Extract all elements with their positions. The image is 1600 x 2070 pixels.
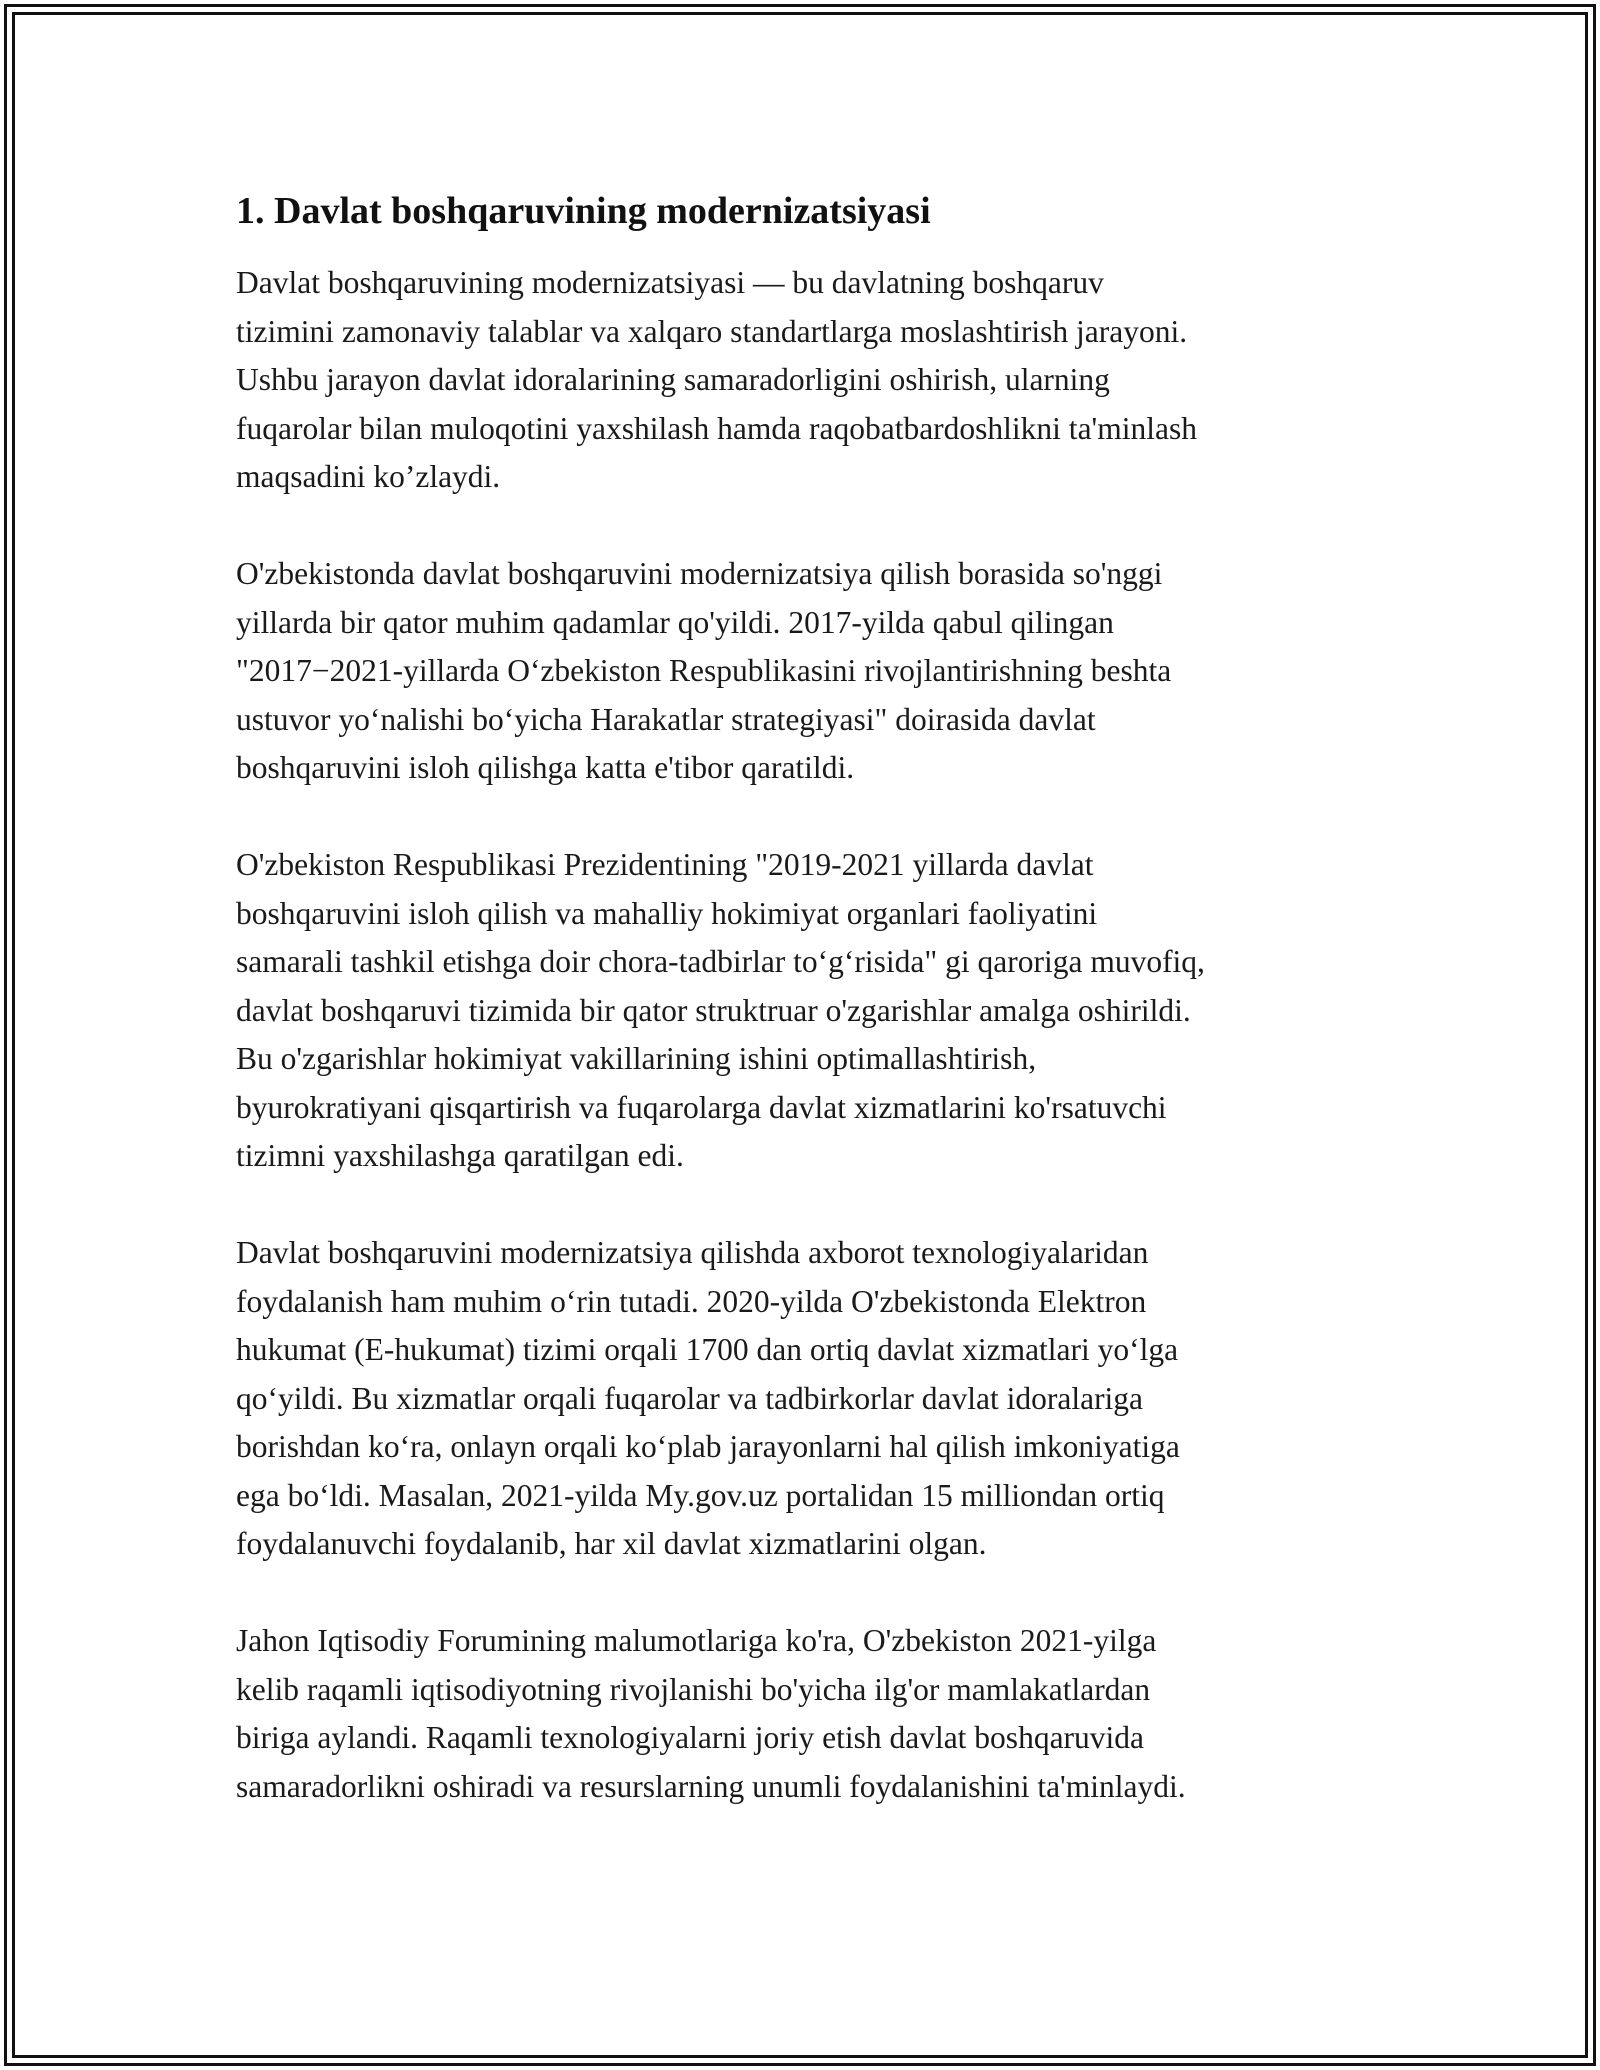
paragraph-line: foydalanish ham muhim o‘rin tutadi. 2020-yilda O'zbekistonda Elektron	[236, 1283, 1147, 1319]
paragraph-line: byurokratiyani qisqartirish va fuqarolarga davlat xizmatlarini ko'rsatuvchi	[236, 1089, 1167, 1125]
paragraph-line: Bu o'zgarishlar hokimiyat vakillarining ishini optimallashtirish,	[236, 1041, 1037, 1076]
paragraph-4	[236, 1229, 1416, 1569]
paragraph-line: davlat boshqaruvi tizimida bir qator struktruar o'zgarishlar amalga oshirildi.	[236, 992, 1191, 1028]
paragraph-line: boshqaruvini isloh qilish va mahalliy hokimiyat organlari faoliyatini	[236, 895, 1098, 931]
section-heading: 1. Davlat boshqaruvining modernizatsiyasi	[236, 190, 931, 232]
paragraph-line: foydalanuvchi foydalanib, har xil davlat xizmatlarini olgan.	[236, 1526, 987, 1561]
paragraph-line: samarali tashkil etishga doir chora-tadbirlar to‘g‘risida" gi qaroriga muvofiq,	[236, 944, 1205, 979]
paragraph-line: qo‘yildi. Bu xizmatlar orqali fuqarolar va tadbirkorlar davlat idoralariga	[236, 1380, 1144, 1416]
paragraph-line: borishdan ko‘ra, onlayn orqali ko‘plab jarayonlarni hal qilish imkoniyatiga	[236, 1429, 1180, 1464]
paragraph-line: hukumat (E-hukumat) tizimi orqali 1700 dan ortiq davlat xizmatlari yo‘lga	[236, 1332, 1179, 1367]
paragraph-line: ustuvor yo‘nalishi bo‘yicha Harakatlar strategiyasi" doirasida davlat	[236, 701, 1096, 737]
paragraph-line: tizimini zamonaviy talablar va xalqaro standartlarga moslashtirish jarayoni.	[236, 313, 1188, 349]
document-body	[236, 185, 1416, 1860]
paragraph-line: "2017−2021-yillarda O‘zbekiston Respublikasini rivojlantirishning beshta	[236, 653, 1172, 688]
paragraph-line: samaradorlikni oshiradi va resurslarning unumli foydalanishini ta'minlaydi.	[236, 1768, 1186, 1804]
paragraph-line: yillarda bir qator muhim qadamlar qo'yildi. 2017-yilda qabul qilingan	[236, 604, 1114, 640]
paragraph-line: biriga aylandi. Raqamli texnologiyalarni joriy etish davlat boshqaruvida	[236, 1720, 1145, 1755]
paragraph-line: Ushbu jarayon davlat idoralarining samaradorligini oshirish, ularning	[236, 362, 1110, 397]
paragraph-line: boshqaruvini isloh qilishga katta e'tibor qaratildi.	[236, 750, 855, 785]
paragraph-line: kelib raqamli iqtisodiyotning rivojlanishi bo'yicha ilg'or mamlakatlardan	[236, 1671, 1151, 1707]
paragraph-line: fuqarolar bilan muloqotini yaxshilash hamda raqobatbardoshlikni ta'minlash	[236, 410, 1197, 446]
paragraph-line: maqsadini ko’zlaydi.	[236, 459, 501, 494]
paragraph-line: Jahon Iqtisodiy Forumining malumotlariga ko'ra, O'zbekiston 2021-yilga	[236, 1623, 1157, 1658]
paragraph-line: Davlat boshqaruvini modernizatsiya qilishda axborot texnologiyalaridan	[236, 1235, 1149, 1270]
paragraph-line: Davlat boshqaruvining modernizatsiyasi — bu davlatning boshqaruv	[236, 265, 1104, 300]
paragraph-2	[236, 550, 1416, 793]
paragraph-line: O'zbekistonda davlat boshqaruvini modernizatsiya qilish borasida so'nggi	[236, 556, 1163, 591]
paragraph-line: O'zbekiston Respublikasi Prezidentining "2019-2021 yillarda davlat	[236, 847, 1094, 882]
paragraph-1	[236, 259, 1416, 502]
paragraph-5	[236, 1617, 1416, 1811]
paragraph-line: tizimni yaxshilashga qaratilgan edi.	[236, 1138, 684, 1173]
paragraph-3	[236, 841, 1416, 1181]
paragraph-line: ega bo‘ldi. Masalan, 2021-yilda My.gov.uz portalidan 15 milliondan ortiq	[236, 1477, 1165, 1513]
